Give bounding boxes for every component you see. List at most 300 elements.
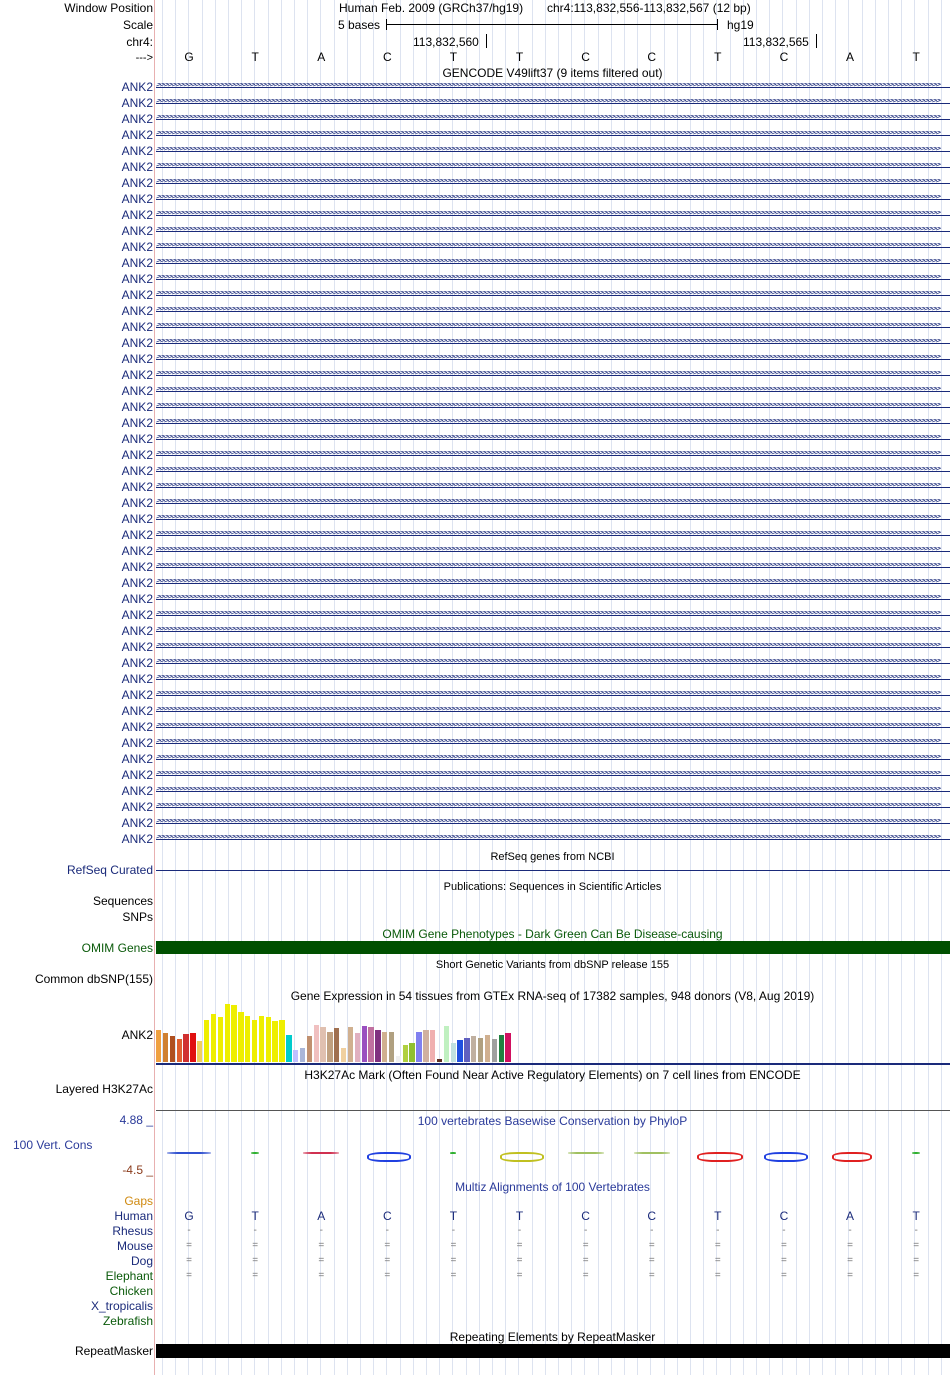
gtex-tissue-bar[interactable]: [272, 1021, 277, 1062]
gencode-transcript[interactable]: [156, 323, 950, 332]
gtex-tissue-bar[interactable]: [416, 1032, 421, 1062]
strand-arrows-icon: >>>>>>>>>>>>>>>>>>>>>>>>>>>>>>>>>>>>>>>>>>>>>>>>>>>>>>>>>>>>>>>>>>>>>>>>>>>>>>>>>>>>>>>>>>>>>>>>>>>>>>>>>>>>>>>>>>>>>>>>>>>>>>>>>>>>>>>>>>>>>>>>>>>>>>>>>>>>>>>>>>>>>>>>>>>>>>>>>>>>>>>>>>>>>>>>>>>>>>>>: [156, 643, 940, 650]
grid-line: [782, 0, 783, 1375]
gencode-transcript[interactable]: [156, 531, 950, 540]
gtex-tissue-bar[interactable]: [471, 1036, 476, 1062]
gtex-tissue-bar[interactable]: [225, 1004, 230, 1062]
publications-sequences-label[interactable]: Sequences: [92, 894, 153, 908]
gtex-track-label[interactable]: ANK2: [121, 1028, 153, 1042]
phylop-score-glyph: [500, 1152, 544, 1162]
multiz-alignment-match: =: [714, 1255, 721, 1266]
phylop-score-glyph: [303, 1152, 339, 1154]
grid-line: [254, 0, 255, 1375]
multiz-alignment-match: =: [318, 1255, 325, 1266]
multiz-species-label[interactable]: Human: [114, 1209, 153, 1223]
strand-arrow-label: --->: [135, 52, 153, 64]
gtex-tissue-bar[interactable]: [279, 1020, 284, 1062]
gtex-tissue-bar[interactable]: [362, 1026, 367, 1062]
gencode-transcript-label[interactable]: ANK2: [121, 256, 153, 270]
gencode-transcript[interactable]: [156, 259, 950, 268]
gencode-transcript-label[interactable]: ANK2: [121, 448, 153, 462]
strand-arrows-icon: >>>>>>>>>>>>>>>>>>>>>>>>>>>>>>>>>>>>>>>>>>>>>>>>>>>>>>>>>>>>>>>>>>>>>>>>>>>>>>>>>>>>>>>>>>>>>>>>>>>>>>>>>>>>>>>>>>>>>>>>>>>>>>>>>>>>>>>>>>>>>>>>>>>>>>>>>>>>>>>>>>>>>>>>>>>>>>>>>>>>>>>>>>>>>>>>>>>>>>>>: [156, 579, 940, 586]
grid-line: [914, 0, 915, 1375]
grid-line: [611, 0, 612, 1375]
gencode-transcript-label[interactable]: ANK2: [121, 112, 153, 126]
strand-arrows-icon: >>>>>>>>>>>>>>>>>>>>>>>>>>>>>>>>>>>>>>>>>>>>>>>>>>>>>>>>>>>>>>>>>>>>>>>>>>>>>>>>>>>>>>>>>>>>>>>>>>>>>>>>>>>>>>>>>>>>>>>>>>>>>>>>>>>>>>>>>>>>>>>>>>>>>>>>>>>>>>>>>>>>>>>>>>>>>>>>>>>>>>>>>>>>>>>>>>>>>>>>: [156, 291, 940, 298]
strand-arrows-icon: >>>>>>>>>>>>>>>>>>>>>>>>>>>>>>>>>>>>>>>>>>>>>>>>>>>>>>>>>>>>>>>>>>>>>>>>>>>>>>>>>>>>>>>>>>>>>>>>>>>>>>>>>>>>>>>>>>>>>>>>>>>>>>>>>>>>>>>>>>>>>>>>>>>>>>>>>>>>>>>>>>>>>>>>>>>>>>>>>>>>>>>>>>>>>>>>>>>>>>>>: [156, 323, 940, 330]
gtex-tissue-bar[interactable]: [245, 1016, 250, 1062]
gencode-transcript-label[interactable]: ANK2: [121, 304, 153, 318]
gencode-transcript[interactable]: [156, 387, 950, 396]
ruler-tick-label-1: 113,832,560: [413, 35, 479, 49]
multiz-human-base: T: [449, 1209, 458, 1223]
multiz-alignment-match: =: [318, 1270, 325, 1281]
gencode-transcript-label[interactable]: ANK2: [121, 656, 153, 670]
gencode-transcript[interactable]: [156, 707, 950, 716]
multiz-human-base: T: [912, 1209, 920, 1223]
gencode-transcript-label[interactable]: ANK2: [121, 768, 153, 782]
gencode-transcript-label[interactable]: ANK2: [121, 240, 153, 254]
gtex-tissue-bar[interactable]: [183, 1034, 188, 1062]
gencode-transcript[interactable]: [156, 739, 950, 748]
multiz-human-base: C: [383, 1209, 392, 1223]
gencode-transcript-label[interactable]: ANK2: [121, 224, 153, 238]
strand-arrows-icon: >>>>>>>>>>>>>>>>>>>>>>>>>>>>>>>>>>>>>>>>>>>>>>>>>>>>>>>>>>>>>>>>>>>>>>>>>>>>>>>>>>>>>>>>>>>>>>>>>>>>>>>>>>>>>>>>>>>>>>>>>>>>>>>>>>>>>>>>>>>>>>>>>>>>>>>>>>>>>>>>>>>>>>>>>>>>>>>>>>>>>>>>>>>>>>>>>>>>>>>>: [156, 691, 940, 698]
strand-arrows-icon: >>>>>>>>>>>>>>>>>>>>>>>>>>>>>>>>>>>>>>>>>>>>>>>>>>>>>>>>>>>>>>>>>>>>>>>>>>>>>>>>>>>>>>>>>>>>>>>>>>>>>>>>>>>>>>>>>>>>>>>>>>>>>>>>>>>>>>>>>>>>>>>>>>>>>>>>>>>>>>>>>>>>>>>>>>>>>>>>>>>>>>>>>>>>>>>>>>>>>>>>: [156, 531, 940, 538]
refseq-track-label[interactable]: RefSeq Curated: [66, 863, 153, 877]
gtex-tissue-bar[interactable]: [252, 1020, 257, 1062]
strand-arrows-icon: >>>>>>>>>>>>>>>>>>>>>>>>>>>>>>>>>>>>>>>>>>>>>>>>>>>>>>>>>>>>>>>>>>>>>>>>>>>>>>>>>>>>>>>>>>>>>>>>>>>>>>>>>>>>>>>>>>>>>>>>>>>>>>>>>>>>>>>>>>>>>>>>>>>>>>>>>>>>>>>>>>>>>>>>>>>>>>>>>>>>>>>>>>>>>>>>>>>>>>>>: [156, 547, 940, 554]
scale-bar-text: 5 bases: [338, 18, 381, 32]
strand-arrows-icon: >>>>>>>>>>>>>>>>>>>>>>>>>>>>>>>>>>>>>>>>>>>>>>>>>>>>>>>>>>>>>>>>>>>>>>>>>>>>>>>>>>>>>>>>>>>>>>>>>>>>>>>>>>>>>>>>>>>>>>>>>>>>>>>>>>>>>>>>>>>>>>>>>>>>>>>>>>>>>>>>>>>>>>>>>>>>>>>>>>>>>>>>>>>>>>>>>>>>>>>>: [156, 179, 940, 186]
multiz-alignment-match: =: [913, 1255, 920, 1266]
gtex-tissue-bar[interactable]: [457, 1040, 462, 1062]
ruler-tick-2: [816, 34, 817, 48]
gtex-tissue-bar[interactable]: [170, 1036, 175, 1062]
gencode-transcript-label[interactable]: ANK2: [121, 80, 153, 94]
multiz-species-label[interactable]: Zebrafish: [102, 1314, 153, 1328]
gencode-transcript[interactable]: [156, 99, 950, 108]
gencode-transcript[interactable]: [156, 339, 950, 348]
chrom-label: chr4:: [126, 35, 153, 49]
gencode-transcript[interactable]: [156, 787, 950, 796]
dbsnp-track-label[interactable]: Common dbSNP(155): [34, 972, 153, 986]
gtex-tissue-bar[interactable]: [485, 1035, 490, 1062]
gencode-transcript-label[interactable]: ANK2: [121, 592, 153, 606]
grid-line: [294, 0, 295, 1375]
h3k27ac-track-label[interactable]: Layered H3K27Ac: [55, 1082, 153, 1096]
gencode-transcript-label[interactable]: ANK2: [121, 688, 153, 702]
strand-arrows-icon: >>>>>>>>>>>>>>>>>>>>>>>>>>>>>>>>>>>>>>>>>>>>>>>>>>>>>>>>>>>>>>>>>>>>>>>>>>>>>>>>>>>>>>>>>>>>>>>>>>>>>>>>>>>>>>>>>>>>>>>>>>>>>>>>>>>>>>>>>>>>>>>>>>>>>>>>>>>>>>>>>>>>>>>>>>>>>>>>>>>>>>>>>>>>>>>>>>>>>>>>: [156, 243, 940, 250]
gencode-transcript-label[interactable]: ANK2: [121, 144, 153, 158]
multiz-track-title[interactable]: Multiz Alignments of 100 Vertebrates: [455, 1180, 650, 1194]
publications-track-title[interactable]: Publications: Sequences in Scientific Articles: [443, 881, 662, 893]
multiz-human-base: A: [317, 1209, 326, 1223]
gencode-transcript-label[interactable]: ANK2: [121, 832, 153, 846]
multiz-alignment-match: =: [913, 1270, 920, 1281]
strand-arrows-icon: >>>>>>>>>>>>>>>>>>>>>>>>>>>>>>>>>>>>>>>>>>>>>>>>>>>>>>>>>>>>>>>>>>>>>>>>>>>>>>>>>>>>>>>>>>>>>>>>>>>>>>>>>>>>>>>>>>>>>>>>>>>>>>>>>>>>>>>>>>>>>>>>>>>>>>>>>>>>>>>>>>>>>>>>>>>>>>>>>>>>>>>>>>>>>>>>>>>>>>>>: [156, 211, 940, 218]
gencode-transcript-label[interactable]: ANK2: [121, 320, 153, 334]
scale-bar: [386, 24, 718, 25]
multiz-species-label[interactable]: Chicken: [109, 1284, 153, 1298]
reference-base: A: [317, 50, 326, 64]
gtex-tissue-bar[interactable]: [437, 1059, 442, 1062]
grid-line: [373, 0, 374, 1375]
strand-arrows-icon: >>>>>>>>>>>>>>>>>>>>>>>>>>>>>>>>>>>>>>>>>>>>>>>>>>>>>>>>>>>>>>>>>>>>>>>>>>>>>>>>>>>>>>>>>>>>>>>>>>>>>>>>>>>>>>>>>>>>>>>>>>>>>>>>>>>>>>>>>>>>>>>>>>>>>>>>>>>>>>>>>>>>>>>>>>>>>>>>>>>>>>>>>>>>>>>>>>>>>>>>: [156, 275, 940, 282]
strand-arrows-icon: >>>>>>>>>>>>>>>>>>>>>>>>>>>>>>>>>>>>>>>>>>>>>>>>>>>>>>>>>>>>>>>>>>>>>>>>>>>>>>>>>>>>>>>>>>>>>>>>>>>>>>>>>>>>>>>>>>>>>>>>>>>>>>>>>>>>>>>>>>>>>>>>>>>>>>>>>>>>>>>>>>>>>>>>>>>>>>>>>>>>>>>>>>>>>>>>>>>>>>>>: [156, 563, 940, 570]
gencode-transcript[interactable]: [156, 627, 950, 636]
gencode-transcript[interactable]: [156, 451, 950, 460]
gencode-transcript-label[interactable]: ANK2: [121, 336, 153, 350]
strand-arrows-icon: >>>>>>>>>>>>>>>>>>>>>>>>>>>>>>>>>>>>>>>>>>>>>>>>>>>>>>>>>>>>>>>>>>>>>>>>>>>>>>>>>>>>>>>>>>>>>>>>>>>>>>>>>>>>>>>>>>>>>>>>>>>>>>>>>>>>>>>>>>>>>>>>>>>>>>>>>>>>>>>>>>>>>>>>>>>>>>>>>>>>>>>>>>>>>>>>>>>>>>>>: [156, 499, 940, 506]
gencode-transcript-label[interactable]: ANK2: [121, 512, 153, 526]
grid-line: [360, 0, 361, 1375]
gencode-transcript-label[interactable]: ANK2: [121, 464, 153, 478]
multiz-human-base: A: [846, 1209, 855, 1223]
gencode-transcript-label[interactable]: ANK2: [121, 416, 153, 430]
grid-line: [162, 0, 163, 1375]
gtex-tissue-bar[interactable]: [341, 1048, 346, 1062]
gencode-transcript[interactable]: [156, 755, 950, 764]
gencode-transcript-label[interactable]: ANK2: [121, 160, 153, 174]
gtex-tissue-bar[interactable]: [409, 1043, 414, 1062]
gencode-transcript[interactable]: [156, 691, 950, 700]
gencode-transcript[interactable]: [156, 835, 950, 844]
ruler-tick-label-2: 113,832,565: [743, 35, 809, 49]
gencode-transcript[interactable]: [156, 403, 950, 412]
gencode-transcript[interactable]: [156, 803, 950, 812]
gencode-transcript[interactable]: [156, 163, 950, 172]
strand-arrows-icon: >>>>>>>>>>>>>>>>>>>>>>>>>>>>>>>>>>>>>>>>>>>>>>>>>>>>>>>>>>>>>>>>>>>>>>>>>>>>>>>>>>>>>>>>>>>>>>>>>>>>>>>>>>>>>>>>>>>>>>>>>>>>>>>>>>>>>>>>>>>>>>>>>>>>>>>>>>>>>>>>>>>>>>>>>>>>>>>>>>>>>>>>>>>>>>>>>>>>>>>>: [156, 627, 940, 634]
gencode-transcript[interactable]: [156, 819, 950, 828]
gtex-tissue-bar[interactable]: [368, 1027, 373, 1062]
repeatmasker-element-bar[interactable]: [156, 1344, 950, 1358]
multiz-alignment-match: =: [714, 1240, 721, 1251]
gtex-tissue-bar[interactable]: [204, 1020, 209, 1062]
reference-base: C: [581, 50, 590, 64]
gtex-tissue-bar[interactable]: [238, 1012, 243, 1062]
gencode-transcript-label[interactable]: ANK2: [121, 432, 153, 446]
multiz-species-label[interactable]: Dog: [130, 1254, 153, 1268]
repeatmasker-track-title[interactable]: Repeating Elements by RepeatMasker: [449, 1330, 656, 1344]
gencode-transcript[interactable]: [156, 179, 950, 188]
grid-line: [307, 0, 308, 1375]
grid-line: [650, 0, 651, 1375]
gencode-transcript-label[interactable]: ANK2: [121, 784, 153, 798]
gencode-transcript[interactable]: [156, 579, 950, 588]
multiz-human-base: C: [779, 1209, 789, 1223]
gencode-transcript[interactable]: [156, 643, 950, 652]
gencode-transcript-label[interactable]: ANK2: [121, 544, 153, 558]
gtex-tissue-bar[interactable]: [307, 1036, 312, 1062]
gtex-tissue-bar[interactable]: [499, 1035, 504, 1062]
h3k27ac-track-title[interactable]: H3K27Ac Mark (Often Found Near Active Regulatory Elements) on 7 cell lines from ENCODE: [304, 1068, 801, 1082]
strand-arrows-icon: >>>>>>>>>>>>>>>>>>>>>>>>>>>>>>>>>>>>>>>>>>>>>>>>>>>>>>>>>>>>>>>>>>>>>>>>>>>>>>>>>>>>>>>>>>>>>>>>>>>>>>>>>>>>>>>>>>>>>>>>>>>>>>>>>>>>>>>>>>>>>>>>>>>>>>>>>>>>>>>>>>>>>>>>>>>>>>>>>>>>>>>>>>>>>>>>>>>>>>>>: [156, 659, 940, 666]
multiz-species-label[interactable]: Rhesus: [112, 1224, 153, 1238]
multiz-alignment-match: -: [914, 1225, 918, 1236]
gencode-transcript[interactable]: [156, 547, 950, 556]
gencode-transcript-label[interactable]: ANK2: [121, 576, 153, 590]
reference-base: T: [714, 50, 722, 64]
grid-line: [796, 0, 797, 1375]
gtex-tissue-bar[interactable]: [177, 1039, 182, 1062]
gtex-tissue-bar[interactable]: [389, 1032, 394, 1062]
multiz-alignment-match: -: [716, 1225, 720, 1236]
refseq-track-title[interactable]: RefSeq genes from NCBI: [490, 851, 615, 863]
multiz-alignment-match: =: [714, 1270, 721, 1281]
multiz-alignment-match: -: [187, 1225, 191, 1236]
gencode-transcript-label[interactable]: ANK2: [121, 352, 153, 366]
grid-line: [532, 0, 533, 1375]
multiz-alignment-match: -: [650, 1225, 654, 1236]
phylop-track-label[interactable]: 100 Vert. Cons: [13, 1138, 93, 1152]
strand-arrows-icon: >>>>>>>>>>>>>>>>>>>>>>>>>>>>>>>>>>>>>>>>>>>>>>>>>>>>>>>>>>>>>>>>>>>>>>>>>>>>>>>>>>>>>>>>>>>>>>>>>>>>>>>>>>>>>>>>>>>>>>>>>>>>>>>>>>>>>>>>>>>>>>>>>>>>>>>>>>>>>>>>>>>>>>>>>>>>>>>>>>>>>>>>>>>>>>>>>>>>>>>>: [156, 227, 940, 234]
gencode-transcript[interactable]: [156, 499, 950, 508]
gtex-tissue-bar[interactable]: [478, 1038, 483, 1062]
multiz-species-label[interactable]: Mouse: [116, 1239, 153, 1253]
gtex-tissue-bar[interactable]: [334, 1028, 339, 1062]
strand-arrows-icon: >>>>>>>>>>>>>>>>>>>>>>>>>>>>>>>>>>>>>>>>>>>>>>>>>>>>>>>>>>>>>>>>>>>>>>>>>>>>>>>>>>>>>>>>>>>>>>>>>>>>>>>>>>>>>>>>>>>>>>>>>>>>>>>>>>>>>>>>>>>>>>>>>>>>>>>>>>>>>>>>>>>>>>>>>>>>>>>>>>>>>>>>>>>>>>>>>>>>>>>>: [156, 611, 940, 618]
multiz-alignment-match: =: [582, 1240, 589, 1251]
gencode-transcript-label[interactable]: ANK2: [121, 128, 153, 142]
gencode-transcript-label[interactable]: ANK2: [121, 176, 153, 190]
gencode-transcript[interactable]: [156, 131, 950, 140]
gencode-transcript-label[interactable]: ANK2: [121, 384, 153, 398]
gencode-transcript[interactable]: [156, 595, 950, 604]
strand-arrows-icon: >>>>>>>>>>>>>>>>>>>>>>>>>>>>>>>>>>>>>>>>>>>>>>>>>>>>>>>>>>>>>>>>>>>>>>>>>>>>>>>>>>>>>>>>>>>>>>>>>>>>>>>>>>>>>>>>>>>>>>>>>>>>>>>>>>>>>>>>>>>>>>>>>>>>>>>>>>>>>>>>>>>>>>>>>>>>>>>>>>>>>>>>>>>>>>>>>>>>>>>>: [156, 515, 940, 522]
gencode-transcript-label[interactable]: ANK2: [121, 752, 153, 766]
gtex-tissue-bar[interactable]: [464, 1038, 469, 1062]
gtex-tissue-bar[interactable]: [293, 1050, 298, 1062]
phylop-score-glyph: [912, 1152, 920, 1154]
gencode-transcript[interactable]: [156, 211, 950, 220]
strand-arrows-icon: >>>>>>>>>>>>>>>>>>>>>>>>>>>>>>>>>>>>>>>>>>>>>>>>>>>>>>>>>>>>>>>>>>>>>>>>>>>>>>>>>>>>>>>>>>>>>>>>>>>>>>>>>>>>>>>>>>>>>>>>>>>>>>>>>>>>>>>>>>>>>>>>>>>>>>>>>>>>>>>>>>>>>>>>>>>>>>>>>>>>>>>>>>>>>>>>>>>>>>>>: [156, 99, 940, 106]
gencode-transcript[interactable]: [156, 371, 950, 380]
refseq-gene-line[interactable]: [156, 870, 950, 871]
gencode-transcript[interactable]: [156, 659, 950, 668]
grid-line: [281, 0, 282, 1375]
grid-line: [571, 0, 572, 1375]
gtex-tissue-bar[interactable]: [320, 1027, 325, 1062]
reference-base: C: [647, 50, 657, 64]
strand-arrows-icon: >>>>>>>>>>>>>>>>>>>>>>>>>>>>>>>>>>>>>>>>>>>>>>>>>>>>>>>>>>>>>>>>>>>>>>>>>>>>>>>>>>>>>>>>>>>>>>>>>>>>>>>>>>>>>>>>>>>>>>>>>>>>>>>>>>>>>>>>>>>>>>>>>>>>>>>>>>>>>>>>>>>>>>>>>>>>>>>>>>>>>>>>>>>>>>>>>>>>>>>>: [156, 771, 940, 778]
strand-arrows-icon: >>>>>>>>>>>>>>>>>>>>>>>>>>>>>>>>>>>>>>>>>>>>>>>>>>>>>>>>>>>>>>>>>>>>>>>>>>>>>>>>>>>>>>>>>>>>>>>>>>>>>>>>>>>>>>>>>>>>>>>>>>>>>>>>>>>>>>>>>>>>>>>>>>>>>>>>>>>>>>>>>>>>>>>>>>>>>>>>>>>>>>>>>>>>>>>>>>>>>>>>: [156, 259, 940, 266]
gtex-tissue-bar[interactable]: [190, 1033, 195, 1062]
grid-line: [848, 0, 849, 1375]
gtex-tissue-bar[interactable]: [355, 1033, 360, 1062]
gencode-transcript-label[interactable]: ANK2: [121, 96, 153, 110]
multiz-alignment-match: =: [847, 1255, 853, 1266]
publications-snps-label[interactable]: SNPs: [122, 910, 153, 924]
strand-arrows-icon: >>>>>>>>>>>>>>>>>>>>>>>>>>>>>>>>>>>>>>>>>>>>>>>>>>>>>>>>>>>>>>>>>>>>>>>>>>>>>>>>>>>>>>>>>>>>>>>>>>>>>>>>>>>>>>>>>>>>>>>>>>>>>>>>>>>>>>>>>>>>>>>>>>>>>>>>>>>>>>>>>>>>>>>>>>>>>>>>>>>>>>>>>>>>>>>>>>>>>>>>: [156, 307, 940, 314]
gtex-tissue-bar[interactable]: [314, 1025, 319, 1062]
gencode-transcript-label[interactable]: ANK2: [121, 368, 153, 382]
dbsnp-track-title[interactable]: Short Genetic Variants from dbSNP release 155: [435, 959, 670, 971]
gencode-transcript[interactable]: [156, 115, 950, 124]
phylop-score-glyph: [450, 1152, 456, 1154]
gencode-transcript[interactable]: [156, 355, 950, 364]
multiz-alignment-match: =: [516, 1270, 523, 1281]
gtex-tissue-bar[interactable]: [327, 1032, 332, 1062]
gencode-transcript[interactable]: [156, 675, 950, 684]
repeatmasker-track-label[interactable]: RepeatMasker: [74, 1344, 153, 1358]
grid-line: [241, 0, 242, 1375]
scale-db-label: hg19: [727, 18, 754, 32]
multiz-species-label[interactable]: X_tropicalis: [90, 1299, 153, 1313]
grid-line: [175, 0, 176, 1375]
gencode-transcript-label[interactable]: ANK2: [121, 608, 153, 622]
phylop-score-glyph: [764, 1152, 808, 1162]
gencode-transcript-label[interactable]: ANK2: [121, 624, 153, 638]
gtex-tissue-bar[interactable]: [492, 1039, 497, 1062]
multiz-human-base: C: [581, 1209, 590, 1223]
gtex-track-title[interactable]: Gene Expression in 54 tissues from GTEx RNA-seq of 17382 samples, 948 donors (V8, Aug 2019): [290, 989, 815, 1003]
multiz-human-base: T: [714, 1209, 722, 1223]
gencode-transcript[interactable]: [156, 307, 950, 316]
strand-arrows-icon: >>>>>>>>>>>>>>>>>>>>>>>>>>>>>>>>>>>>>>>>>>>>>>>>>>>>>>>>>>>>>>>>>>>>>>>>>>>>>>>>>>>>>>>>>>>>>>>>>>>>>>>>>>>>>>>>>>>>>>>>>>>>>>>>>>>>>>>>>>>>>>>>>>>>>>>>>>>>>>>>>>>>>>>>>>>>>>>>>>>>>>>>>>>>>>>>>>>>>>>>: [156, 595, 940, 602]
gencode-transcript[interactable]: [156, 195, 950, 204]
gencode-track-title[interactable]: GENCODE V49lift37 (9 items filtered out): [442, 66, 663, 80]
gtex-tissue-bar[interactable]: [430, 1030, 435, 1062]
grid-line: [188, 0, 189, 1375]
gencode-transcript-label[interactable]: ANK2: [121, 640, 153, 654]
gtex-tissue-bar[interactable]: [286, 1035, 291, 1062]
strand-arrows-icon: >>>>>>>>>>>>>>>>>>>>>>>>>>>>>>>>>>>>>>>>>>>>>>>>>>>>>>>>>>>>>>>>>>>>>>>>>>>>>>>>>>>>>>>>>>>>>>>>>>>>>>>>>>>>>>>>>>>>>>>>>>>>>>>>>>>>>>>>>>>>>>>>>>>>>>>>>>>>>>>>>>>>>>>>>>>>>>>>>>>>>>>>>>>>>>>>>>>>>>>>: [156, 707, 940, 714]
gencode-transcript-label[interactable]: ANK2: [121, 208, 153, 222]
grid-line: [730, 0, 731, 1375]
phylop-score-glyph: [832, 1152, 872, 1162]
gtex-tissue-bar[interactable]: [423, 1030, 428, 1062]
multiz-alignment-match: =: [450, 1255, 457, 1266]
gtex-tissue-bar[interactable]: [396, 1056, 401, 1062]
gencode-transcript-label[interactable]: ANK2: [121, 816, 153, 830]
position-label[interactable]: chr4:113,832,556-113,832,567 (12 bp): [547, 1, 751, 15]
multiz-alignment-match: =: [384, 1270, 391, 1281]
multiz-alignment-match: =: [450, 1270, 457, 1281]
gtex-tissue-bar[interactable]: [156, 1030, 161, 1062]
phylop-track-title[interactable]: 100 vertebrates Basewise Conservation by PhyloP: [417, 1114, 688, 1128]
multiz-alignment-match: =: [648, 1255, 655, 1266]
grid-line: [545, 0, 546, 1375]
grid-line: [664, 0, 665, 1375]
multiz-alignment-match: =: [516, 1255, 523, 1266]
multiz-alignment-match: -: [848, 1225, 852, 1236]
gtex-tissue-bar[interactable]: [231, 1005, 236, 1062]
gtex-tissue-bar[interactable]: [382, 1032, 387, 1062]
gtex-tissue-bar[interactable]: [300, 1048, 305, 1062]
gencode-transcript[interactable]: [156, 275, 950, 284]
gencode-transcript[interactable]: [156, 515, 950, 524]
gtex-tissue-bar[interactable]: [348, 1027, 353, 1062]
gencode-transcript-label[interactable]: ANK2: [121, 560, 153, 574]
gencode-transcript-label[interactable]: ANK2: [121, 400, 153, 414]
strand-arrows-icon: >>>>>>>>>>>>>>>>>>>>>>>>>>>>>>>>>>>>>>>>>>>>>>>>>>>>>>>>>>>>>>>>>>>>>>>>>>>>>>>>>>>>>>>>>>>>>>>>>>>>>>>>>>>>>>>>>>>>>>>>>>>>>>>>>>>>>>>>>>>>>>>>>>>>>>>>>>>>>>>>>>>>>>>>>>>>>>>>>>>>>>>>>>>>>>>>>>>>>>>>: [156, 467, 940, 474]
gtex-tissue-bar[interactable]: [444, 1026, 449, 1062]
gencode-transcript-label[interactable]: ANK2: [121, 272, 153, 286]
gencode-transcript[interactable]: [156, 83, 950, 92]
gtex-tissue-bar[interactable]: [505, 1033, 510, 1062]
multiz-species-label[interactable]: Elephant: [105, 1269, 153, 1283]
gencode-transcript[interactable]: [156, 419, 950, 428]
strand-arrows-icon: >>>>>>>>>>>>>>>>>>>>>>>>>>>>>>>>>>>>>>>>>>>>>>>>>>>>>>>>>>>>>>>>>>>>>>>>>>>>>>>>>>>>>>>>>>>>>>>>>>>>>>>>>>>>>>>>>>>>>>>>>>>>>>>>>>>>>>>>>>>>>>>>>>>>>>>>>>>>>>>>>>>>>>>>>>>>>>>>>>>>>>>>>>>>>>>>>>>>>>>>: [156, 163, 940, 170]
gtex-tissue-bar[interactable]: [197, 1041, 202, 1062]
gtex-bar-chart[interactable]: [156, 1004, 556, 1062]
gencode-transcript-label[interactable]: ANK2: [121, 288, 153, 302]
gencode-transcript-label[interactable]: ANK2: [121, 704, 153, 718]
gencode-transcript[interactable]: [156, 563, 950, 572]
gencode-transcript[interactable]: [156, 243, 950, 252]
gencode-transcript[interactable]: [156, 483, 950, 492]
strand-arrows-icon: >>>>>>>>>>>>>>>>>>>>>>>>>>>>>>>>>>>>>>>>>>>>>>>>>>>>>>>>>>>>>>>>>>>>>>>>>>>>>>>>>>>>>>>>>>>>>>>>>>>>>>>>>>>>>>>>>>>>>>>>>>>>>>>>>>>>>>>>>>>>>>>>>>>>>>>>>>>>>>>>>>>>>>>>>>>>>>>>>>>>>>>>>>>>>>>>>>>>>>>>: [156, 451, 940, 458]
gtex-tissue-bar[interactable]: [451, 1043, 456, 1062]
gencode-transcript-label[interactable]: ANK2: [121, 192, 153, 206]
gtex-tissue-bar[interactable]: [218, 1017, 223, 1062]
gencode-transcript-label[interactable]: ANK2: [121, 528, 153, 542]
gencode-transcript[interactable]: [156, 771, 950, 780]
gencode-transcript[interactable]: [156, 435, 950, 444]
multiz-human-base: T: [251, 1209, 259, 1223]
reference-base: T: [251, 50, 259, 64]
reference-base: T: [449, 50, 458, 64]
gencode-transcript-label[interactable]: ANK2: [121, 720, 153, 734]
grid-line: [822, 0, 823, 1375]
omim-track-label[interactable]: OMIM Genes: [81, 941, 153, 955]
multiz-alignment-match: =: [582, 1270, 589, 1281]
grid-line: [835, 0, 836, 1375]
strand-arrows-icon: >>>>>>>>>>>>>>>>>>>>>>>>>>>>>>>>>>>>>>>>>>>>>>>>>>>>>>>>>>>>>>>>>>>>>>>>>>>>>>>>>>>>>>>>>>>>>>>>>>>>>>>>>>>>>>>>>>>>>>>>>>>>>>>>>>>>>>>>>>>>>>>>>>>>>>>>>>>>>>>>>>>>>>>>>>>>>>>>>>>>>>>>>>>>>>>>>>>>>>>>: [156, 755, 940, 762]
grid-line: [743, 0, 744, 1375]
phylop-score-glyph: [697, 1152, 743, 1162]
omim-gene-bar[interactable]: [156, 941, 950, 954]
gtex-tissue-bar[interactable]: [163, 1033, 168, 1062]
reference-base: G: [184, 50, 194, 64]
gencode-transcript-label[interactable]: ANK2: [121, 736, 153, 750]
gtex-tissue-bar[interactable]: [259, 1016, 264, 1062]
gencode-transcript-label[interactable]: ANK2: [121, 480, 153, 494]
grid-line: [690, 0, 691, 1375]
grid-line: [426, 0, 427, 1375]
gencode-transcript[interactable]: [156, 611, 950, 620]
gencode-transcript[interactable]: [156, 227, 950, 236]
multiz-alignment-match: =: [648, 1270, 655, 1281]
multiz-alignment-match: -: [451, 1225, 456, 1236]
multiz-alignment-match: =: [252, 1240, 259, 1251]
multiz-species-label[interactable]: Gaps: [124, 1194, 153, 1208]
strand-arrows-icon: >>>>>>>>>>>>>>>>>>>>>>>>>>>>>>>>>>>>>>>>>>>>>>>>>>>>>>>>>>>>>>>>>>>>>>>>>>>>>>>>>>>>>>>>>>>>>>>>>>>>>>>>>>>>>>>>>>>>>>>>>>>>>>>>>>>>>>>>>>>>>>>>>>>>>>>>>>>>>>>>>>>>>>>>>>>>>>>>>>>>>>>>>>>>>>>>>>>>>>>>: [156, 355, 940, 362]
ruler-tick-1: [486, 34, 487, 48]
h3k27ac-baseline: [156, 1110, 950, 1111]
grid-line: [492, 0, 493, 1375]
gencode-transcript-label[interactable]: ANK2: [121, 496, 153, 510]
strand-arrows-icon: >>>>>>>>>>>>>>>>>>>>>>>>>>>>>>>>>>>>>>>>>>>>>>>>>>>>>>>>>>>>>>>>>>>>>>>>>>>>>>>>>>>>>>>>>>>>>>>>>>>>>>>>>>>>>>>>>>>>>>>>>>>>>>>>>>>>>>>>>>>>>>>>>>>>>>>>>>>>>>>>>>>>>>>>>>>>>>>>>>>>>>>>>>>>>>>>>>>>>>>>: [156, 371, 940, 378]
gtex-tissue-bar[interactable]: [266, 1017, 271, 1062]
gencode-transcript[interactable]: [156, 291, 950, 300]
gtex-tissue-bar[interactable]: [403, 1045, 408, 1062]
gencode-transcript[interactable]: [156, 147, 950, 156]
gencode-transcript[interactable]: [156, 467, 950, 476]
gencode-transcript-label[interactable]: ANK2: [121, 800, 153, 814]
gencode-transcript[interactable]: [156, 723, 950, 732]
gtex-tissue-bar[interactable]: [375, 1030, 380, 1062]
gencode-transcript-label[interactable]: ANK2: [121, 672, 153, 686]
multiz-alignment-match: =: [252, 1270, 259, 1281]
strand-arrows-icon: >>>>>>>>>>>>>>>>>>>>>>>>>>>>>>>>>>>>>>>>>>>>>>>>>>>>>>>>>>>>>>>>>>>>>>>>>>>>>>>>>>>>>>>>>>>>>>>>>>>>>>>>>>>>>>>>>>>>>>>>>>>>>>>>>>>>>>>>>>>>>>>>>>>>>>>>>>>>>>>>>>>>>>>>>>>>>>>>>>>>>>>>>>>>>>>>>>>>>>>>: [156, 147, 940, 154]
gtex-tissue-bar[interactable]: [211, 1014, 216, 1062]
scale-label: Scale: [122, 18, 153, 32]
omim-track-title[interactable]: OMIM Gene Phenotypes - Dark Green Can Be Disease-causing: [382, 927, 723, 941]
grid-line: [334, 0, 335, 1375]
multiz-alignment-match: =: [186, 1270, 192, 1281]
